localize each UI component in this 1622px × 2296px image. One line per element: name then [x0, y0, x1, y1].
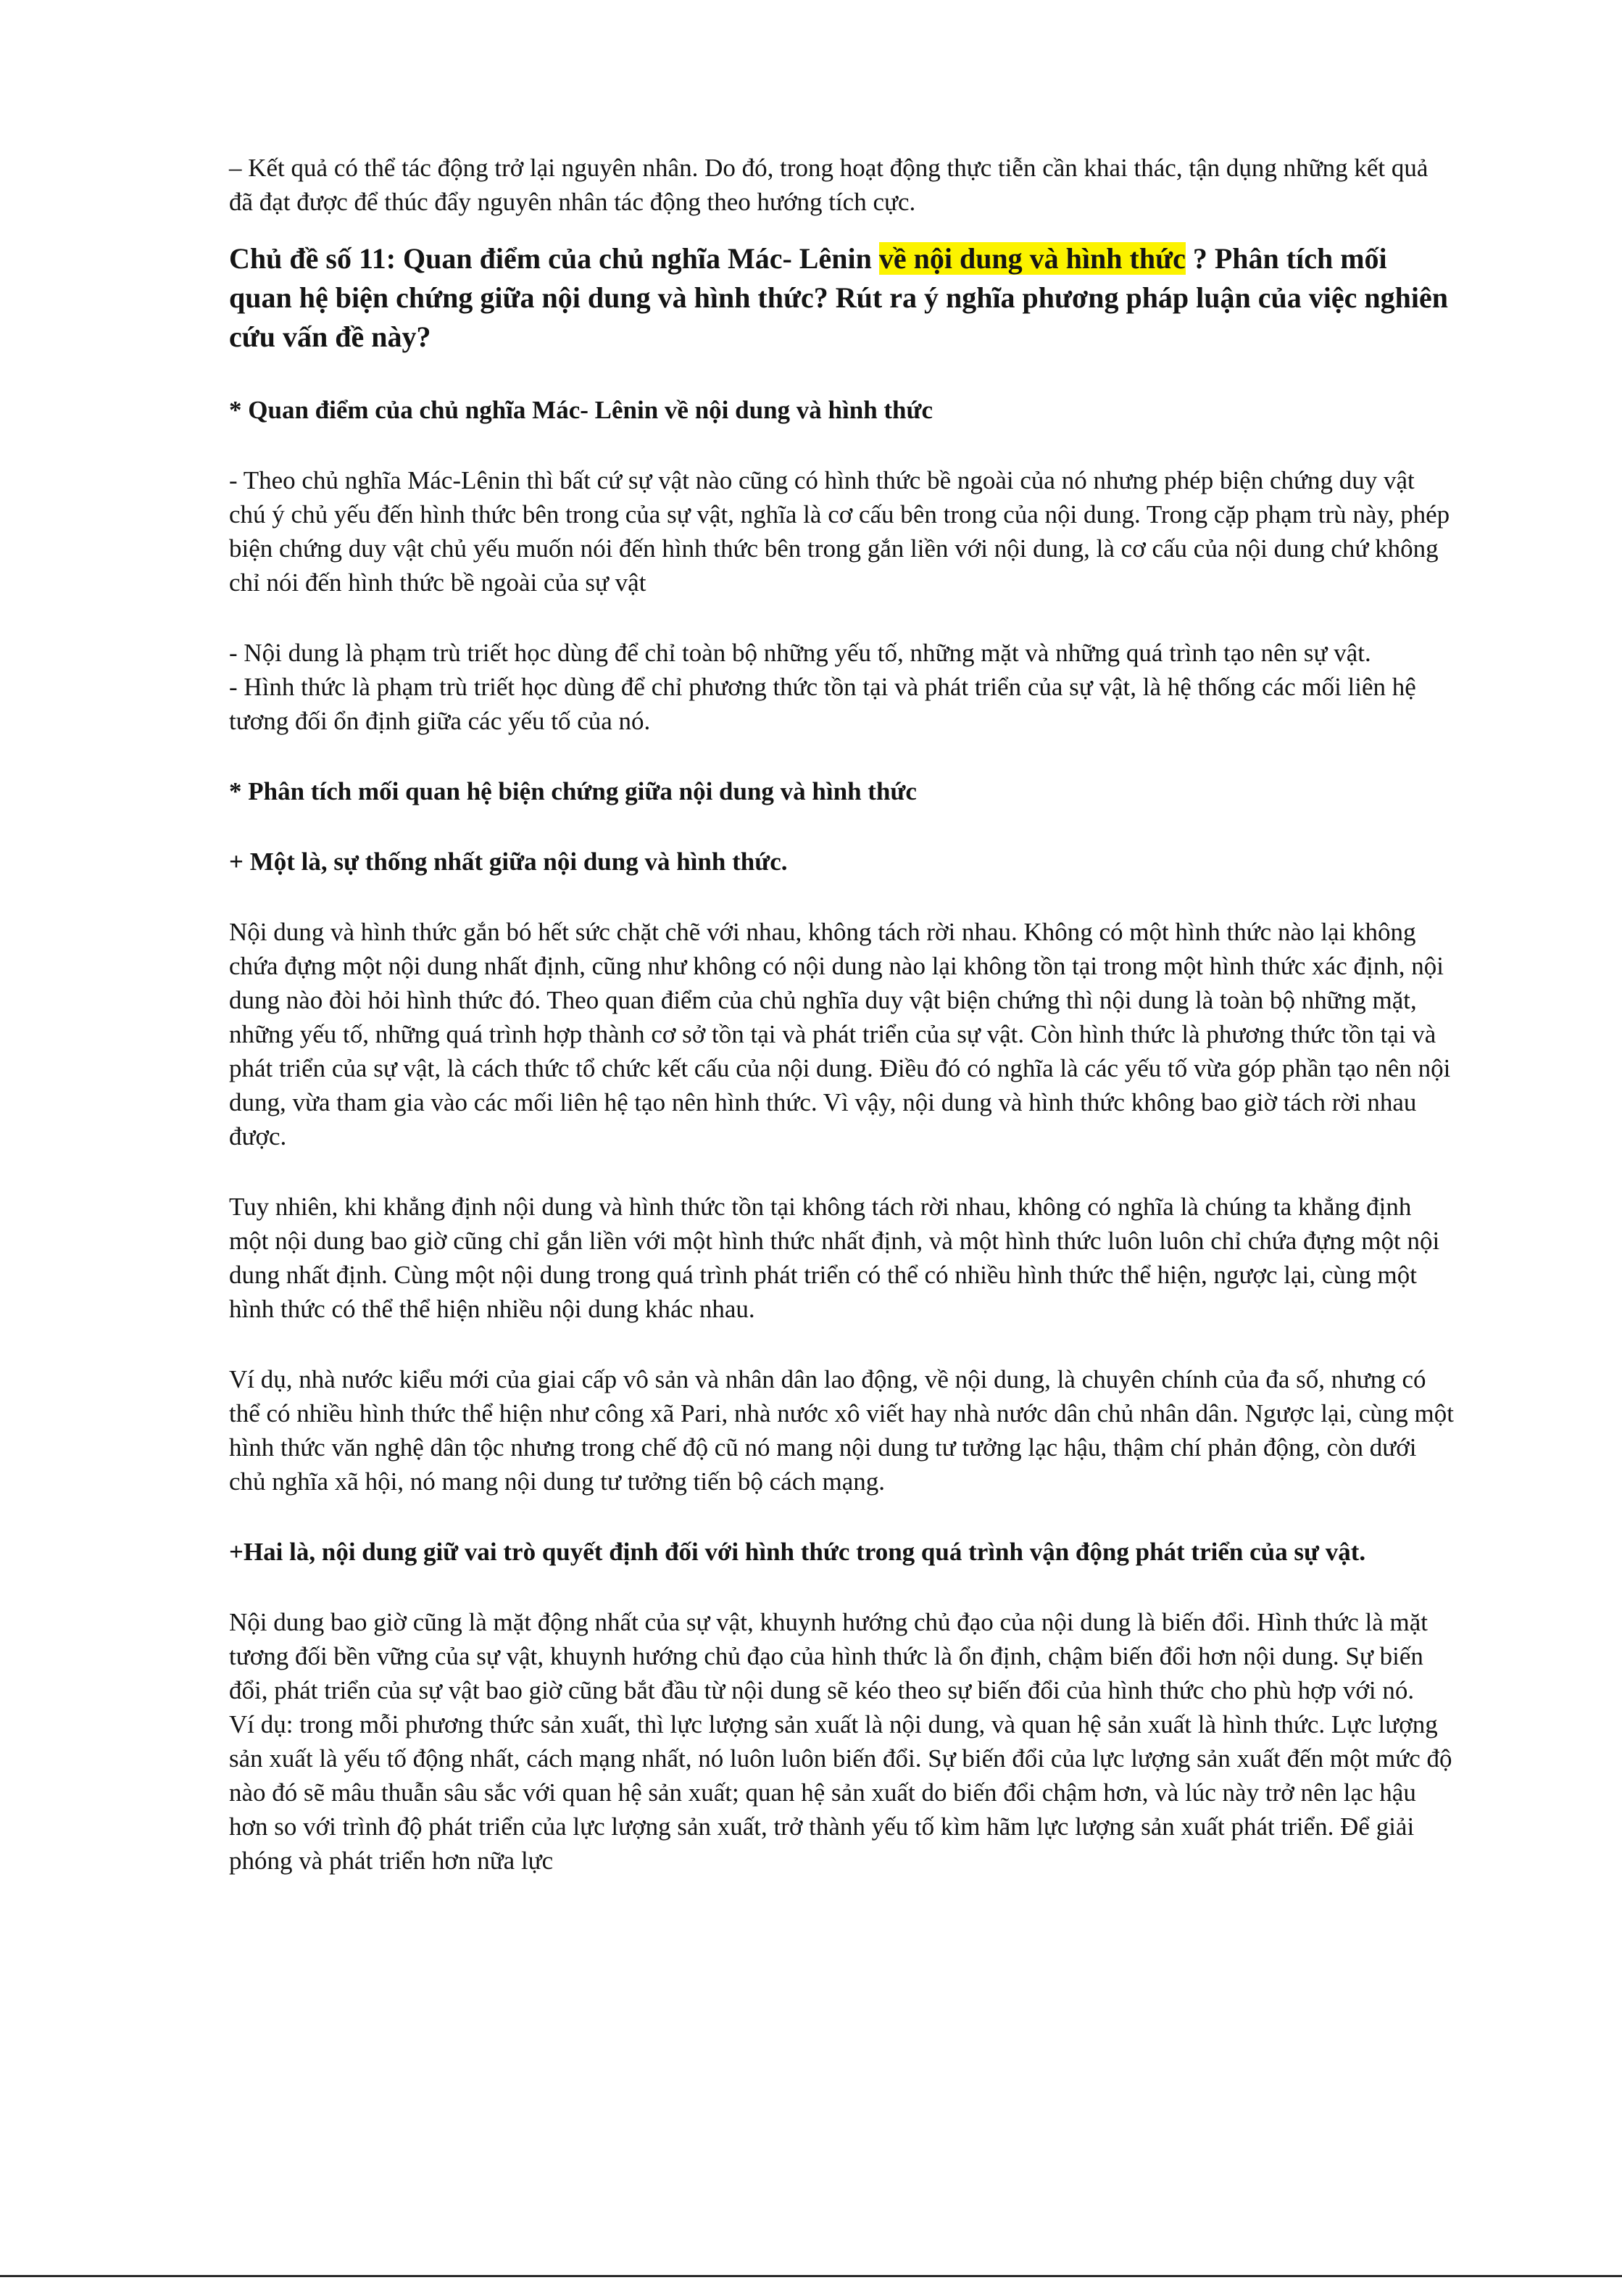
page-bottom-divider	[0, 2275, 1622, 2277]
paragraph-2: Nội dung và hình thức gắn bó hết sức chặt chẽ với nhau, không tách rời nhau. Không có một hình thức nào lại không chứa đựng một nội dung nhất định, cũng như không có nội dung nào lại không tồn tại trong một hình thức xác định, nội dung nào đòi hỏi hình thức đó. Theo quan điểm của chủ nghĩa duy vật biện chứng thì nội dung là toàn bộ những mặt, những yếu tố, những quá trình hợp thành cơ sở tồn tại và phát triển của sự vật. Còn hình thức là phương thức tồn tại và phát triển của sự vật, là cách thức tổ chức kết cấu của nội dung. Điều đó có nghĩa là các yếu tố vừa góp phần tạo nên nội dung, vừa tham gia vào các mối liên hệ tạo nên hình thức. Vì vậy, nội dung và hình thức không bao giờ tách rời nhau được.	[229, 918, 1451, 1151]
highlighted-text: về nội dung và hình thức	[878, 242, 1186, 275]
section-heading-2: * Phân tích mối quan hệ biện chứng giữa nội dung và hình thức	[229, 777, 917, 805]
intro-paragraph: – Kết quả có thể tác động trở lại nguyên nhân. Do đó, trong hoạt động thực tiễn cần khai thác, tận dụng những kết quả đã đạt được để thúc đẩy nguyên nhân tác động theo hướng tích cực.	[229, 154, 1428, 216]
paragraph-5: Nội dung bao giờ cũng là mặt động nhất của sự vật, khuynh hướng chủ đạo của nội dung là biến đổi. Hình thức là mặt tương đối bền vững của sự vật, khuynh hướng chủ đạo của hình thức là ổn định, chậm biến đổi hơn nội dung. Sự biến đổi, phát triển của sự vật bao giờ cũng bắt đầu từ nội dung sẽ kéo theo sự biến đổi của hình thức cho phù hợp với nó.	[229, 1608, 1428, 1704]
definition-content: - Nội dung là phạm trù triết học dùng để chỉ toàn bộ những yếu tố, những mặt và những quá trình tạo nên sự vật.	[229, 639, 1371, 667]
paragraph-1: - Theo chủ nghĩa Mác-Lênin thì bất cứ sự vật nào cũng có hình thức bề ngoài của nó nhưng phép biện chứng duy vật chú ý chủ yếu đến hình thức bên trong của sự vật, nghĩa là cơ cấu bên trong của nội dung. Trong cặp phạm trù này, phép biện chứng duy vật chủ yếu muốn nói đến hình thức bên trong gắn liền với nội dung, là cơ cấu của nội dung chứ không chỉ nói đến hình thức bề ngoài của sự vật	[229, 466, 1450, 597]
definition-form: - Hình thức là phạm trù triết học dùng để chỉ phương thức tồn tại và phát triển của sự vật, là hệ thống các mối liên hệ tương đối ổn định giữa các yếu tố của nó.	[229, 673, 1416, 735]
subheading-2: +Hai là, nội dung giữ vai trò quyết định đối với hình thức trong quá trình vận động phát triển của sự vật.	[229, 1538, 1366, 1566]
topic-heading: Chủ đề số 11: Quan điểm của chủ nghĩa Mác- Lênin về nội dung và hình thức ? Phân tích mối quan hệ biện chứng giữa nội dung và hình thức? Rút ra ý nghĩa phương pháp luận của việc nghiên cứu vấn đề này?	[229, 242, 1449, 353]
paragraph-4: Ví dụ, nhà nước kiểu mới của giai cấp vô sản và nhân dân lao động, về nội dung, là chuyên chính của đa số, nhưng có thể có nhiều hình thức thể hiện như công xã Pari, nhà nước xô viết hay nhà nước dân chủ nhân dân. Ngược lại, cùng một hình thức văn nghệ dân tộc nhưng trong chế độ cũ nó mang nội dung tư tưởng lạc hậu, thậm chí phản động, còn dưới chủ nghĩa xã hội, nó mang nội dung tư tưởng tiến bộ cách mạng.	[229, 1365, 1454, 1496]
section-heading-1: * Quan điểm của chủ nghĩa Mác- Lênin về nội dung và hình thức	[229, 396, 933, 424]
document-page	[229, 151, 1454, 1878]
paragraph-6: Ví dụ: trong mỗi phương thức sản xuất, thì lực lượng sản xuất là nội dung, và quan hệ sản xuất là hình thức. Lực lượng sản xuất là yếu tố động nhất, cách mạng nhất, nó luôn luôn biến đổi. Sự biến đổi của lực lượng sản xuất đến một mức độ nào đó sẽ mâu thuẫn sâu sắc với quan hệ sản xuất; quan hệ sản xuất do biến đổi chậm hơn, và lúc này trở nên lạc hậu hơn so với trình độ phát triển của lực lượng sản xuất, trở thành yếu tố kìm hãm lực lượng sản xuất phát triển. Để giải phóng và phát triển hơn nữa lực	[229, 1710, 1452, 1875]
paragraph-3: Tuy nhiên, khi khẳng định nội dung và hình thức tồn tại không tách rời nhau, không có nghĩa là chúng ta khẳng định một nội dung bao giờ cũng chỉ gắn liền với một hình thức nhất định, và một hình thức luôn luôn chỉ chứa đựng một nội dung nhất định. Cùng một nội dung trong quá trình phát triển có thể có nhiều hình thức thể hiện, ngược lại, cùng một hình thức có thể thể hiện nhiều nội dung khác nhau.	[229, 1193, 1440, 1323]
subheading-1: + Một là, sự thống nhất giữa nội dung và hình thức.	[229, 847, 788, 876]
